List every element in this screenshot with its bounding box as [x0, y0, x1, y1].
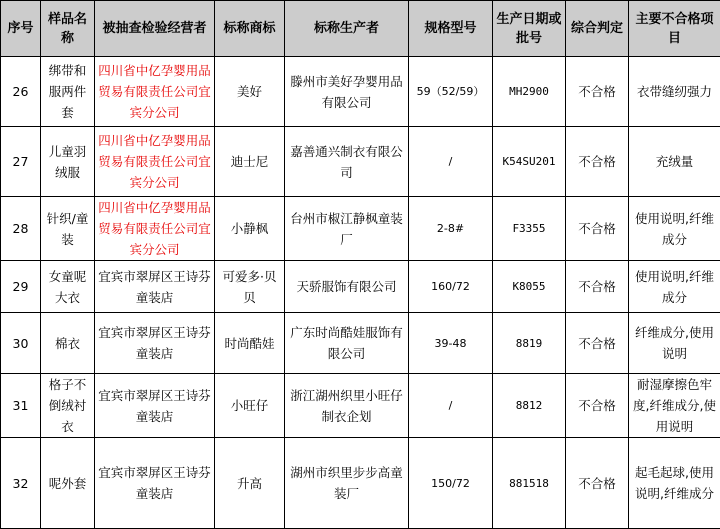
cell-sample-name: 绑带和服两件套	[41, 57, 95, 127]
header-failed-items: 主要不合格项目	[629, 1, 720, 57]
cell-batch: 881518	[493, 438, 566, 529]
cell-spec: 59（52/59）	[409, 57, 493, 127]
cell-sample-name: 女童呢大衣	[41, 261, 95, 313]
header-sample-name: 样品名称	[41, 1, 95, 57]
table-row	[1, 57, 720, 127]
cell-failed-items: 纤维成分,使用说明	[629, 313, 720, 374]
cell-maker: 台州市椒江静枫童装厂	[285, 197, 409, 261]
cell-spec: 160/72	[409, 261, 493, 313]
cell-failed-items: 起毛起球,使用说明,纤维成分	[629, 438, 720, 529]
header-seller: 被抽查检验经营者	[95, 1, 215, 57]
cell-verdict: 不合格	[566, 57, 629, 127]
cell-verdict: 不合格	[566, 438, 629, 529]
cell-brand: 小静枫	[215, 197, 285, 261]
table-row	[1, 197, 720, 261]
cell-verdict: 不合格	[566, 261, 629, 313]
cell-brand: 时尚酷娃	[215, 313, 285, 374]
cell-sample-name: 针织/童装	[41, 197, 95, 261]
cell-maker: 湖州市织里步步高童装厂	[285, 438, 409, 529]
table-row	[1, 127, 720, 197]
cell-verdict: 不合格	[566, 313, 629, 374]
cell-maker: 天骄服饰有限公司	[285, 261, 409, 313]
header-brand: 标称商标	[215, 1, 285, 57]
cell-seller: 四川省中亿孕婴用品贸易有限责任公司宜宾分公司	[95, 197, 215, 261]
cell-sample-name: 呢外套	[41, 438, 95, 529]
header-maker: 标称生产者	[285, 1, 409, 57]
header-no: 序号	[1, 1, 41, 57]
table-row	[1, 438, 720, 529]
cell-verdict: 不合格	[566, 197, 629, 261]
cell-no: 31	[1, 374, 41, 438]
cell-brand: 美好	[215, 57, 285, 127]
table-row	[1, 313, 720, 374]
cell-spec: 150/72	[409, 438, 493, 529]
cell-no: 28	[1, 197, 41, 261]
cell-seller: 宜宾市翠屏区王诗芬童装店	[95, 374, 215, 438]
cell-failed-items: 使用说明,纤维成分	[629, 261, 720, 313]
cell-brand: 可爱多·贝贝	[215, 261, 285, 313]
cell-sample-name: 儿童羽绒服	[41, 127, 95, 197]
cell-no: 26	[1, 57, 41, 127]
cell-no: 32	[1, 438, 41, 529]
cell-batch: F3355	[493, 197, 566, 261]
cell-spec: /	[409, 127, 493, 197]
cell-seller: 宜宾市翠屏区王诗芬童装店	[95, 261, 215, 313]
cell-maker: 滕州市美好孕婴用品有限公司	[285, 57, 409, 127]
cell-batch: K54SU201	[493, 127, 566, 197]
cell-spec: 39-48	[409, 313, 493, 374]
cell-no: 29	[1, 261, 41, 313]
cell-spec: 2-8#	[409, 197, 493, 261]
cell-batch: 8819	[493, 313, 566, 374]
cell-sample-name: 格子不倒绒衬衣	[41, 374, 95, 438]
cell-maker: 嘉善通兴制衣有限公司	[285, 127, 409, 197]
cell-no: 30	[1, 313, 41, 374]
cell-no: 27	[1, 127, 41, 197]
cell-sample-name: 棉衣	[41, 313, 95, 374]
cell-maker: 浙江湖州织里小旺仔制衣企划	[285, 374, 409, 438]
header-spec: 规格型号	[409, 1, 493, 57]
cell-seller: 四川省中亿孕婴用品贸易有限责任公司宜宾分公司	[95, 127, 215, 197]
cell-batch: K8055	[493, 261, 566, 313]
cell-failed-items: 使用说明,纤维成分	[629, 197, 720, 261]
header-row	[1, 1, 720, 57]
cell-maker: 广东时尚酷娃服饰有限公司	[285, 313, 409, 374]
cell-failed-items: 充绒量	[629, 127, 720, 197]
table-row	[1, 261, 720, 313]
table-row	[1, 374, 720, 438]
cell-seller: 四川省中亿孕婴用品贸易有限责任公司宜宾分公司	[95, 57, 215, 127]
cell-brand: 升高	[215, 438, 285, 529]
cell-failed-items: 衣带缝纫强力	[629, 57, 720, 127]
cell-spec: /	[409, 374, 493, 438]
cell-batch: 8812	[493, 374, 566, 438]
cell-failed-items: 耐湿摩擦色牢度,纤维成分,使用说明	[629, 374, 720, 438]
cell-seller: 宜宾市翠屏区王诗芬童装店	[95, 313, 215, 374]
header-verdict: 综合判定	[566, 1, 629, 57]
cell-verdict: 不合格	[566, 374, 629, 438]
cell-seller: 宜宾市翠屏区王诗芬童装店	[95, 438, 215, 529]
cell-verdict: 不合格	[566, 127, 629, 197]
cell-brand: 小旺仔	[215, 374, 285, 438]
cell-brand: 迪士尼	[215, 127, 285, 197]
header-batch: 生产日期或批号	[493, 1, 566, 57]
cell-batch: MH2900	[493, 57, 566, 127]
